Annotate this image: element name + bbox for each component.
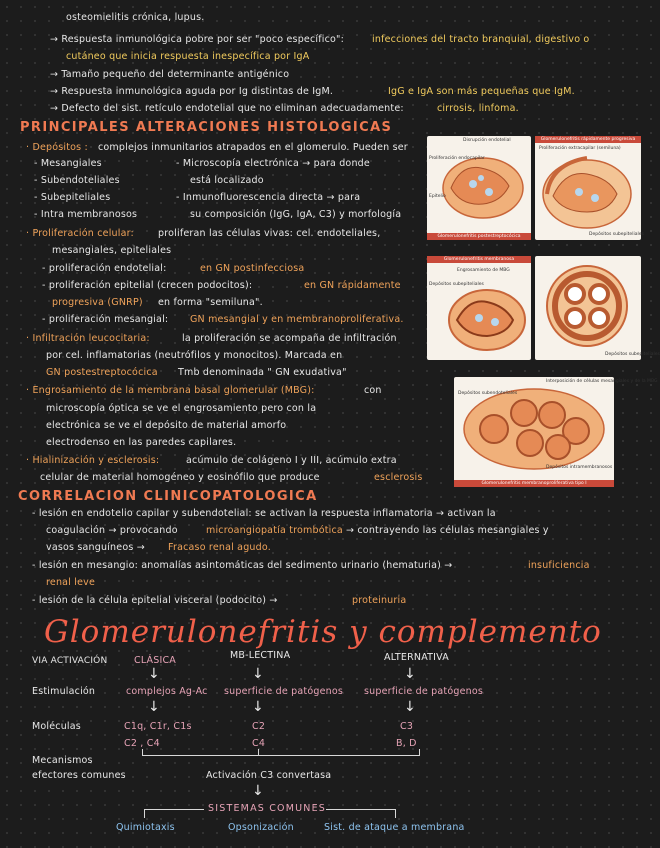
deposit-method: - Inmunofluorescencia directa → para (176, 192, 361, 203)
figure-label: Depósitos subepiteliales (589, 232, 644, 237)
intro-line: → Defecto del sist. retículo endotelial que no eliminan adecuadamente: (50, 103, 404, 114)
deposit-method: su composición (IgG, IgA, C3) y morfología (190, 209, 402, 220)
figure-label: Depósitos subepiteliales (429, 282, 484, 287)
down-arrow-icon: ↓ (252, 666, 264, 682)
est-clasica: complejos Ag-Ac (126, 686, 208, 697)
glomerulus-illustration (535, 256, 641, 360)
engrosamiento-text: electrónica se ve el depósito de material amorfo (46, 420, 287, 431)
mol-lectina: C2 (252, 721, 266, 732)
infiltracion-text: por cel. inflamatorias (neutrófilos y monocitos). Marcada en (46, 350, 343, 361)
figure-label: Proliferación endocapilar (429, 156, 485, 161)
prolif-endotelial-hl: en GN postinfecciosa (200, 263, 305, 274)
via-alternativa: ALTERNATIVA (384, 652, 449, 663)
bracket-line (142, 749, 143, 756)
figure-label: Depósitos subendoteliales (458, 391, 518, 396)
correlacion-hl: proteinuria (352, 595, 407, 606)
deposit-method: está localizado (190, 175, 264, 186)
intro-line-highlight: infecciones del tracto branquial, digestivo o (372, 34, 590, 45)
down-arrow-icon: ↓ (404, 699, 416, 715)
row-label-via: VIA ACTIVACIÓN (32, 656, 108, 666)
mol-lectina: C4 (252, 738, 266, 749)
figure-title: Glomerulonefritis membranosa (427, 256, 531, 263)
prolif-gnrp-text: en forma "semiluna". (158, 297, 263, 308)
deposit-type: - Subepiteliales (34, 192, 111, 203)
prolif-mesangial: - proliferación mesangial: (42, 314, 169, 325)
final-quimiotaxis: Quimiotaxis (116, 822, 175, 833)
glomerulus-illustration (427, 136, 531, 240)
figure-membranosa (427, 256, 531, 360)
correlacion-line: - lesión de la célula epitelial visceral (podocito) → (32, 595, 278, 606)
engrosamiento-text: con (364, 385, 382, 396)
correlacion-line: → contrayendo las células mesangiales y (346, 525, 549, 536)
correlacion-hl: microangiopatía trombótica (206, 525, 343, 536)
prolif-epitelial-hl: en GN rápidamente (304, 280, 401, 291)
infiltracion-text: la proliferación se acompaña de infiltración (182, 333, 397, 344)
intro-line: → Respuesta inmunológica aguda por Ig distintas de IgM. (50, 86, 334, 97)
correlacion-hl: renal leve (46, 577, 95, 588)
via-mb-lectina: MB-LECTINA (230, 650, 291, 661)
row-label-mecanismos: Mecanismos (32, 755, 93, 766)
figure-glomerulo-corte (535, 256, 660, 360)
row-label-moleculas: Moléculas (32, 721, 81, 732)
correlacion-hl: insuficiencia (528, 560, 590, 571)
proliferacion-text: mesangiales, epiteliales (52, 245, 172, 256)
intro-line: cutáneo que inicia respuesta inespecífica por IgA (66, 51, 310, 62)
prolif-epitelial: - proliferación epitelial (crecen podocitos): (42, 280, 253, 291)
down-arrow-icon: ↓ (148, 699, 160, 715)
via-clasica: CLÁSICA (134, 655, 177, 666)
engrosamiento-label: · Engrosamiento de la membrana basal glomerular (MBG): (26, 385, 315, 396)
glomerulus-illustration (535, 136, 641, 240)
intro-line: osteomielitis crónica, lupus. (66, 12, 205, 23)
figure-label: Engrosamiento de MBG (457, 268, 510, 273)
deposit-type: - Subendoteliales (34, 175, 120, 186)
correlacion-hl: Fracaso renal agudo. (168, 542, 271, 553)
bracket-line (258, 749, 259, 756)
figure-rapidamente-progresiva (535, 136, 644, 240)
down-arrow-icon: ↓ (252, 699, 264, 715)
figure-postestreptococica (427, 136, 531, 240)
figure-label: Depósitos subepiteliales (605, 352, 660, 357)
figure-membranoproliferativa (454, 377, 658, 487)
down-arrow-icon: ↓ (404, 666, 416, 682)
figure-label: Epitelio (429, 194, 446, 199)
intro-line-highlight: cirrosis, linfoma. (437, 103, 519, 114)
activacion-c3: Activación C3 convertasa (206, 770, 332, 781)
intro-line: → Respuesta inmunológica pobre por ser "poco específico": (50, 34, 345, 45)
mol-clasica: C2 , C4 (124, 738, 160, 749)
section-heading-correlacion: CORRELACION CLINICOPATOLOGICA (18, 489, 318, 504)
prolif-endotelial: - proliferación endotelial: (42, 263, 167, 274)
hialinizacion-text: acúmulo de colágeno I y III, acúmulo extra (186, 455, 397, 466)
figure-label: Proliferación extracapilar (semiluna) (539, 146, 621, 151)
proliferacion-text: proliferan las células vivas: cel. endoteliales, (158, 228, 381, 239)
est-lectina: superficie de patógenos (224, 686, 344, 697)
correlacion-line: - lesión en mesangio: anomalías asintomáticas del sedimento urinario (hematuria) → (32, 560, 453, 571)
bracket-line (326, 809, 396, 810)
correlacion-line: coagulación → provocando (46, 525, 178, 536)
row-label-mecanismos: efectores comunes (32, 770, 126, 781)
down-arrow-icon: ↓ (148, 666, 160, 682)
deposit-type: - Intra membranosos (34, 209, 138, 220)
bracket-line (395, 809, 396, 818)
final-ataque-membrana: Sist. de ataque a membrana (324, 822, 465, 833)
hialinizacion-hl: esclerosis (374, 472, 423, 483)
row-label-estimulacion: Estimulación (32, 686, 96, 697)
correlacion-line: vasos sanguíneos → (46, 542, 145, 553)
depositos-label: · Depósitos : (26, 142, 88, 153)
mol-alternativa: C3 (400, 721, 414, 732)
prolif-mesangial-hl: GN mesangial y en membranoproliferativa. (190, 314, 404, 325)
hialinizacion-text: celular de material homogéneo y eosinófilo que produce (40, 472, 320, 483)
figure-title: Glomerulonefritis postestreptocócica (427, 233, 531, 240)
down-arrow-icon: ↓ (252, 783, 264, 799)
figure-title: Glomerulonefritis rápidamente progresiva (535, 136, 641, 143)
depositos-text: complejos inmunitarios atrapados en el glomerulo. Pueden ser (98, 142, 408, 153)
big-title: Glomerulonefritis y complemento (44, 614, 602, 650)
mol-clasica: C1q, C1r, C1s (124, 721, 192, 732)
deposit-method: - Microscopía electrónica → para donde (176, 158, 370, 169)
figure-label: Interposición de células mesangiales y de la MBG (546, 379, 658, 384)
sistemas-comunes: SISTEMAS COMUNES (208, 803, 327, 814)
engrosamiento-text: electrodenso en las paredes capilares. (46, 437, 237, 448)
infiltracion-hl: GN postestreptocócica (46, 367, 158, 378)
figure-label: Disrupción endotelial (463, 138, 511, 143)
hialinizacion-label: · Hialinización y esclerosis: (26, 455, 160, 466)
mol-alternativa: B, D (396, 738, 417, 749)
intro-line-highlight: IgG e IgA son más pequeñas que IgM. (388, 86, 575, 97)
prolif-gnrp: progresiva (GNRP) (52, 297, 143, 308)
intro-line: → Tamaño pequeño del determinante antigénico (50, 69, 290, 80)
infiltracion-text: Tmb denominada " GN exudativa" (178, 367, 347, 378)
bracket-line (144, 809, 145, 818)
deposit-type: - Mesangiales (34, 158, 102, 169)
figure-title: Glomerulonefritis membranoproliferativa tipo I (454, 480, 614, 487)
bracket-line (144, 809, 204, 810)
figure-label: Depósitos intramembranosos (546, 465, 613, 470)
section-heading-histologicas: PRINCIPALES ALTERACIONES HISTOLOGICAS (20, 120, 393, 135)
bracket-line (419, 749, 420, 756)
bracket-line (142, 755, 420, 756)
final-opsonizacion: Opsonización (228, 822, 294, 833)
est-alternativa: superficie de patógenos (364, 686, 484, 697)
engrosamiento-text: microscopía óptica se ve el engrosamiento pero con la (46, 403, 317, 414)
proliferacion-label: · Proliferación celular: (26, 228, 134, 239)
correlacion-line: - lesión en endotelio capilar y subendotelial: se activan la respuesta inflamatoria → activan la (32, 508, 496, 519)
infiltracion-label: · Infiltración leucocitaria: (26, 333, 150, 344)
